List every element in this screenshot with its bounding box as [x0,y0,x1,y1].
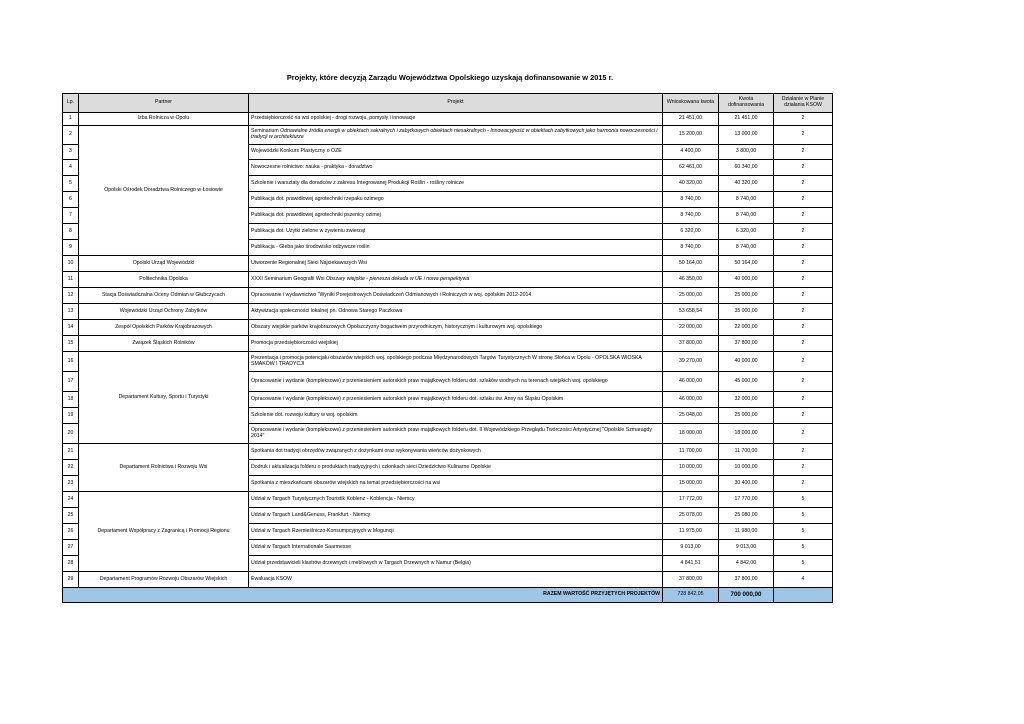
partner-cell: Opolski Ośrodek Doradztwa Rolniczego w Łosiowie [79,126,249,256]
action-number: 2 [774,460,833,476]
action-number: 2 [774,476,833,492]
project-cell: Obszary wiejskie parków krajobrazowych Opolszczyzny bogactwem przyrodniczym, historycznym i kulturowym woj. opolskiego [249,320,663,336]
requested-amount: 25 048,00 [663,408,719,424]
projects-table [62,93,833,603]
project-cell: Nowoczesne rolnictwo: nauka - praktyka - doradztwo [249,160,663,176]
row-lp: 24 [63,492,79,508]
requested-amount: 8 740,00 [663,240,719,256]
requested-amount: 37 800,00 [663,572,719,588]
project-cell: Udział w Targach Internationale Saarmesse [249,540,663,556]
granted-amount: 10 000,00 [719,460,774,476]
requested-amount: 11 700,00 [663,444,719,460]
partner-cell: Stacja Doświadczalna Oceny Odmian w Głubczycach [79,288,249,304]
granted-amount: 37 800,00 [719,336,774,352]
row-lp: 22 [63,460,79,476]
row-lp: 15 [63,336,79,352]
action-number: 2 [774,126,833,145]
project-cell: Przedsiębiorczość na wsi opolskiej - drogi rozwoju, pomysły i innowacje [249,113,663,126]
action-number: 2 [774,408,833,424]
action-number: 2 [774,444,833,460]
row-lp: 3 [63,145,79,160]
project-cell: Udział w Targach Turystycznych Touristik Koblenz - Koblencja - Niemcy [249,492,663,508]
row-lp: 14 [63,320,79,336]
partner-cell: Izba Rolnicza w Opolu [79,113,249,126]
requested-amount: 15 200,00 [663,126,719,145]
requested-amount: 39 270,00 [663,352,719,372]
action-number: 2 [774,240,833,256]
row-lp: 18 [63,392,79,408]
granted-amount: 25 000,00 [719,408,774,424]
granted-amount: 9 013,00 [719,540,774,556]
project-cell [249,126,663,145]
table-row [63,288,833,304]
granted-amount: 25 080,00 [719,508,774,524]
table-row [63,256,833,272]
partner-cell: Związek Śląskich Rolników [79,336,249,352]
action-number: 2 [774,336,833,352]
action-number: 2 [774,352,833,372]
granted-amount: 32 000,00 [719,392,774,408]
row-lp: 11 [63,272,79,288]
row-lp: 8 [63,224,79,240]
project-cell: Spotkania dot tradycji obrzędów związanych z dożynkami oraz wykonywania wieńców dożynkowych [249,444,663,460]
requested-amount: 50 164,00 [663,256,719,272]
requested-amount: 4 400,00 [663,145,719,160]
requested-amount: 8 740,00 [663,208,719,224]
header-projekt: Projekt [249,94,663,113]
table-row [63,492,833,508]
table-row [63,113,833,126]
project-cell: Opracowanie i wydanie (kompleksowe) z przeniesieniem autorskich praw majątkowych folderu dot. szlaków wodnych na terenach wiejskich woj. opolskiego [249,372,663,392]
granted-amount: 11 700,00 [719,444,774,460]
summary-label-cell [63,588,663,603]
granted-amount: 40 000,00 [719,352,774,372]
project-text: XXXI Seminarium Geografii Wsi [251,275,326,282]
granted-amount: 50 164,00 [719,256,774,272]
granted-amount: 22 000,00 [719,320,774,336]
granted-amount: 18 000,00 [719,424,774,444]
partner-cell: Wojewódzki Urząd Ochrony Zabytków [79,304,249,320]
project-cell: Publikacja dot. prawidłowej agrotechniki rzepaku ozimego [249,192,663,208]
table-row [63,126,833,145]
project-text: Seminarium [251,128,281,135]
requested-amount: 46 350,00 [663,272,719,288]
row-lp: 19 [63,408,79,424]
granted-amount: 45 000,00 [719,372,774,392]
project-cell: Szkolenie i warsztaty dla doradców z zakresu Integrowanej Produkcji Roślin - rośliny rolnicze [249,176,663,192]
requested-amount: 40 320,00 [663,176,719,192]
partner-cell: Departament Rolnictwa i Rozwoju Wsi [79,444,249,492]
requested-amount: 15 000,00 [663,476,719,492]
granted-amount: 37 800,00 [719,572,774,588]
requested-amount: 25 078,00 [663,508,719,524]
row-lp: 21 [63,444,79,460]
granted-amount: 25 000,00 [719,288,774,304]
granted-amount: 40 320,00 [719,176,774,192]
granted-amount: 21 451,00 [719,113,774,126]
row-lp: 1 [63,113,79,126]
project-cell: Opracowanie i wydanie (kompleksowe) z przeniesieniem autorskich praw majątkowych folderu dot. II Wojewódzkiego Przeglądu Twórczości Artystycznej "Opolskie Szmaragdy 2014" [249,424,663,444]
row-lp: 28 [63,556,79,572]
header-row [63,94,833,113]
requested-amount: 4 841,51 [663,556,719,572]
action-number: 5 [774,540,833,556]
row-lp: 25 [63,508,79,524]
summary-granted-total: 700 000,00 [719,588,774,603]
granted-amount: 40 000,00 [719,272,774,288]
requested-amount: 6 320,00 [663,224,719,240]
project-cell: Aktywizacja społeczności lokalnej pn. Odnowa Starego Paczkowa [249,304,663,320]
project-cell: Publikacja dot. Użytki zielone w żywieniu zwierząt [249,224,663,240]
row-lp: 12 [63,288,79,304]
requested-amount: 62 461,00 [663,160,719,176]
row-lp: 17 [63,372,79,392]
project-cell [249,272,663,288]
project-cell: Udział w Targach Rzemieślniczo-Konsumpcyjnych w Moguncji [249,524,663,540]
requested-amount: 18 000,00 [663,424,719,444]
partner-cell: Zespół Opolskich Parków Krajobrazowych [79,320,249,336]
project-cell: Spotkania z mieszkańcami obszarów wiejskich na temat przedsiębiorczości na wsi [249,476,663,492]
action-number: 2 [774,256,833,272]
granted-amount: 35 000,00 [719,304,774,320]
action-number: 2 [774,288,833,304]
header-wnioskowana: Wnioskowana kwota [663,94,719,113]
summary-empty-cell [774,588,833,603]
granted-amount: 17 770,00 [719,492,774,508]
project-cell: Opracowanie i wydanie (kompleksowe) z przeniesieniem autorskich praw majątkowych folderu dot. szlaku św. Anny na Śląsku Opolskim [249,392,663,408]
row-lp: 6 [63,192,79,208]
header-dzialanie: Działanie w Planie działania KSOW [774,94,833,113]
granted-amount: 11 980,00 [719,524,774,540]
requested-amount: 46 000,00 [663,372,719,392]
action-number: 5 [774,524,833,540]
granted-amount: 8 740,00 [719,208,774,224]
table-row [63,320,833,336]
requested-amount: 22 000,00 [663,320,719,336]
row-lp: 2 [63,126,79,145]
partner-cell: Departament Kultury, Sportu i Turystyki [79,352,249,444]
granted-amount: 30 400,00 [719,476,774,492]
granted-amount: 6 320,00 [719,224,774,240]
action-number: 2 [774,224,833,240]
row-lp: 26 [63,524,79,540]
granted-amount: 8 740,00 [719,192,774,208]
action-number: 2 [774,392,833,408]
action-number: 2 [774,424,833,444]
action-number: 2 [774,176,833,192]
project-cell: Udział przedstawicieli klastrów drzewnych i meblowych w Targach Drzewnych w Namur (Belgia) [249,556,663,572]
granted-amount: 4 842,00 [719,556,774,572]
row-lp: 29 [63,572,79,588]
row-lp: 16 [63,352,79,372]
summary-row [63,588,833,603]
granted-amount: 3 800,00 [719,145,774,160]
project-title-italic: Obszary wiejskie - pierwsza dekada w UE i nowa perspektywa [325,275,470,282]
action-number: 2 [774,320,833,336]
project-cell: Promocja przedsiębiorczości wiejskiej [249,336,663,352]
action-number: 5 [774,556,833,572]
row-lp: 9 [63,240,79,256]
document-title: Projekty, które decyzją Zarządu Województwa Opolskiego uzyskają dofinansowanie w 2015 r. [286,73,614,82]
summary-requested-total: 728 842,05 [663,588,719,603]
row-lp: 13 [63,304,79,320]
row-lp: 23 [63,476,79,492]
table-row [63,272,833,288]
table-row [63,304,833,320]
requested-amount: 37 800,00 [663,336,719,352]
header-kwota: Kwota dofinansowania [719,94,774,113]
action-number: 2 [774,113,833,126]
requested-amount: 21 451,00 [663,113,719,126]
action-number: 2 [774,192,833,208]
project-cell: Utworzenie Regionalnej Sieci Najciekawszych Wsi [249,256,663,272]
header-partner: Partner [79,94,249,113]
row-lp: 7 [63,208,79,224]
requested-amount: 8 740,00 [663,192,719,208]
requested-amount: 11 975,00 [663,524,719,540]
project-title-italic: Odnawialne źródła energii w obiektach sakralnych i zabytkowych obiektach niesakralnych - Innowacyjność w obiektach zabytkowych jako harmonia nowoczesności i tradycji w architekturze [251,128,658,140]
summary-label: RAZEM WARTOŚĆ PRZYJĘTYCH PROJEKTÓW [543,591,660,598]
action-number: 5 [774,508,833,524]
row-lp: 10 [63,256,79,272]
row-lp: 5 [63,176,79,192]
table-row [63,352,833,372]
row-lp: 4 [63,160,79,176]
project-cell: Wojewódzki Konkurs Plastyczny o OZE [249,145,663,160]
action-number: 2 [774,272,833,288]
action-number: 5 [774,492,833,508]
requested-amount: 46 000,00 [663,392,719,408]
partner-cell: Departament Programów Rozwoju Obszarów Wiejskich [79,572,249,588]
action-number: 2 [774,208,833,224]
header-lp: Lp. [63,94,79,113]
action-number: 2 [774,304,833,320]
requested-amount: 10 000,00 [663,460,719,476]
requested-amount: 25 000,00 [663,288,719,304]
partner-cell: Departament Współpracy z Zagranicą i Promocji Regionu [79,492,249,572]
project-cell: Prezentacja i promocja potencjału obszarów wiejskich woj. opolskiego podczas Międzynarodowych Targów Turystycznych W stronę Słońca w Opolu - OPOLSKA WIOSKA SMAKÓW I TRADYCJI [249,352,663,372]
action-number: 2 [774,160,833,176]
granted-amount: 13 000,00 [719,126,774,145]
project-cell: Dodruk i aktualizacja folderu o produktach tradycyjnych i członkach sieci Dziedzictwo Kulinarne Opolskie [249,460,663,476]
table-row [63,336,833,352]
row-lp: 27 [63,540,79,556]
project-cell: Publikacja - Gleba jako środowisko odżywcze roślin [249,240,663,256]
table-row [63,572,833,588]
requested-amount: 9 013,00 [663,540,719,556]
project-cell: Szkolenie dot. rozwoju kultury w woj. opolskim [249,408,663,424]
action-number: 2 [774,145,833,160]
row-lp: 20 [63,424,79,444]
table-row [63,444,833,460]
project-cell: Opracowanie i wydawnictwo "Wyniki Porejestrowych Doświadczeń Odmianowych i Rolniczych w woj. opolskim 2012-2014 [249,288,663,304]
action-number: 4 [774,572,833,588]
requested-amount: 17 772,00 [663,492,719,508]
project-cell: Ewaluacja KSOW [249,572,663,588]
requested-amount: 53 658,54 [663,304,719,320]
project-cell: Udział w Targach Land&Genuss, Frankfurt - Niemcy [249,508,663,524]
granted-amount: 60 340,00 [719,160,774,176]
granted-amount: 8 740,00 [719,240,774,256]
project-cell: Publikacja dot. prawidłowej agrotechniki pszenicy ozimej [249,208,663,224]
action-number: 2 [774,372,833,392]
partner-cell: Politechnika Opolska [79,272,249,288]
partner-cell: Opolski Urząd Wojewódzki [79,256,249,272]
